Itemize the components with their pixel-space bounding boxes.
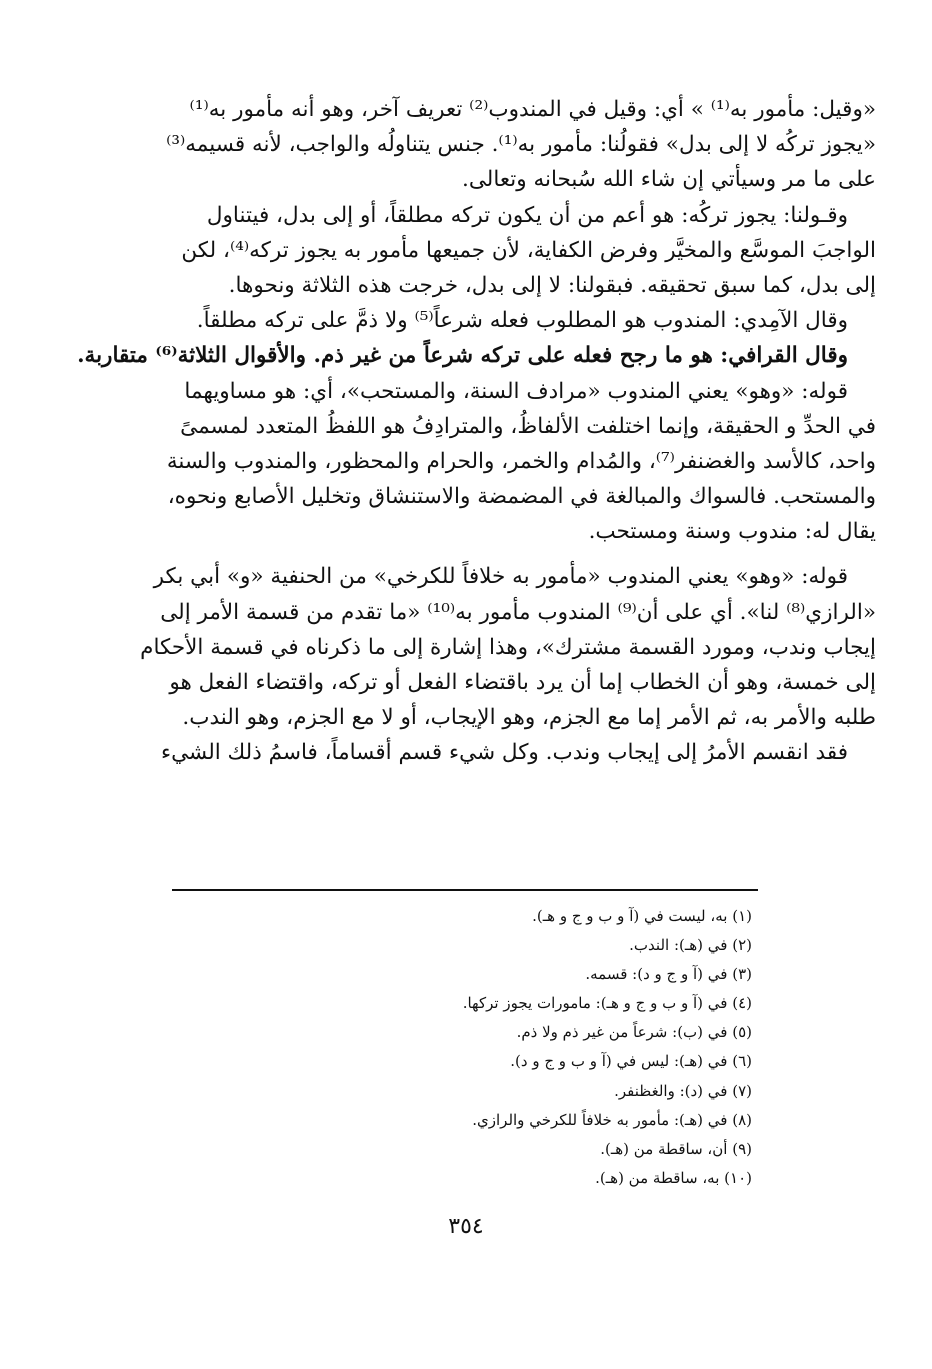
text-line: واحد، كالأسد والغضنفر⁽⁷⁾، والمُدام والخمر، والحرام والمحظور، والمندوب والسنة bbox=[166, 448, 876, 474]
text-line: يقال له: مندوب وسنة ومستحب. bbox=[588, 519, 876, 545]
text-line: الواجبَ الموسَّع والمخيَّر وفرض الكفاية، لأن جميعها مأمور به يجوز تركه⁽⁴⁾، لكن bbox=[181, 237, 876, 263]
footnote: (١٠) به، ساقطة من (هـ). bbox=[595, 1168, 752, 1187]
footnote: (٦) في (هـ): ليس في (آ و ب و ج و د). bbox=[510, 1052, 752, 1071]
footnote: (٣) في (آ و ج و د): قسمه. bbox=[585, 965, 752, 984]
footnotes bbox=[192, 902, 752, 1193]
text-line: على ما مر وسيأتي إن شاء الله سُبحانه وتعالى. bbox=[462, 167, 876, 193]
footnote: (٨) في (هـ): مأمور به خلافاً للكرخي والرازي. bbox=[472, 1110, 752, 1129]
footnote: (١) به، ليست في (آ و ب و ج و هـ). bbox=[532, 907, 752, 925]
text-line: إلى خمسة، وهو أن الخطاب إما أن يرد باقتضاء الفعل أو تركه، واقتضاء الفعل هو bbox=[169, 670, 876, 695]
text-line: وقال القرافي: هو ما رجح فعله على تركه شرعاً من غير ذم. والأقوال الثلاثة⁽⁶⁾ متقاربة. bbox=[77, 343, 848, 369]
text-line: «يجوز تركُه لا إلى بدل» فقولُنا: مأمور به⁽¹⁾. جنس يتناولُه والواجب، لأنه قسيمه⁽³⁾ bbox=[166, 132, 876, 158]
text-line: «الرازي⁽⁸⁾ لنا». أي على أن⁽⁹⁾ المندوب مأمور به⁽¹⁰⁾ «ما تقدم من قسمة الأمر إلى bbox=[160, 599, 876, 625]
page-number: ٣٥٤ bbox=[448, 1214, 484, 1239]
text-line: إيجاب وندب، ومورد القسمة مشترك»، وهذا إشارة إلى ما ذكرناه في قسمة الأحكام bbox=[140, 634, 876, 660]
text-line: والمستحب. فالسواك والمبالغة في المضمضة والاستنشاق وتخليل الأصابع ونحوه، bbox=[167, 484, 876, 510]
footnote-separator bbox=[172, 889, 758, 891]
footnote: (٧) في (د): والغظنفر. bbox=[614, 1081, 752, 1100]
text-line: طلبه والأمر به، ثم الأمر إما مع الجزم، وهو الإيجاب، أو لا مع الجزم، وهو الندب. bbox=[182, 705, 876, 731]
footnote: (٢) في (هـ): الندب. bbox=[629, 936, 752, 955]
paragraph-gap bbox=[40, 549, 892, 559]
main-text bbox=[40, 92, 892, 771]
footnote: (٩) أن، ساقطة من (هـ). bbox=[600, 1139, 752, 1158]
text-line: في الحدِّ و الحقيقة، وإنما اختلفت الألفاظُ، والمترادِفُ هو اللفظُ المتعدد لمسمىً bbox=[180, 413, 876, 439]
text-line: «وقيل: مأمور به⁽¹⁾ » أي: وقيل في المندوب⁽²⁾ تعريف آخر، وهو أنه مأمور به⁽¹⁾ bbox=[189, 97, 876, 122]
text-line: وقـولنا: يجوز تركُه: هو أعم من أن يكون تركه مطلقاً، أو إلى بدل، فيتناول bbox=[206, 202, 848, 228]
text-line: فقد انقسم الأمرُ إلى إيجاب وندب. وكل شيء قسم أقساماً، فاسمُ ذلك الشيء bbox=[160, 740, 848, 766]
text-line: إلى بدل، كما سبق تحقيقه. فبقولنا: لا إلى بدل، خرجت هذه الثلاثة ونحوها. bbox=[228, 272, 876, 298]
footnote: (٤) في (آ و ب و ج و هـ): مامورات يجوز تركها. bbox=[462, 994, 752, 1013]
text-line: قوله: «وهو» يعني المندوب «مرادف السنة، والمستحب»، أي: هو مساويهما bbox=[184, 378, 848, 404]
text-line: وقال الآمِدي: المندوب هو المطلوب فعله شرعاً⁽⁵⁾ ولا ذمَّ على تركه مطلقاً. bbox=[196, 308, 848, 334]
footnote: (٥) في (ب): شرعاً من غير ذم ولا ذم. bbox=[516, 1023, 752, 1042]
text-line: قوله: «وهو» يعني المندوب «مأمور به خلافاً للكرخي» من الحنفية «و» أبي بكر bbox=[153, 564, 848, 590]
